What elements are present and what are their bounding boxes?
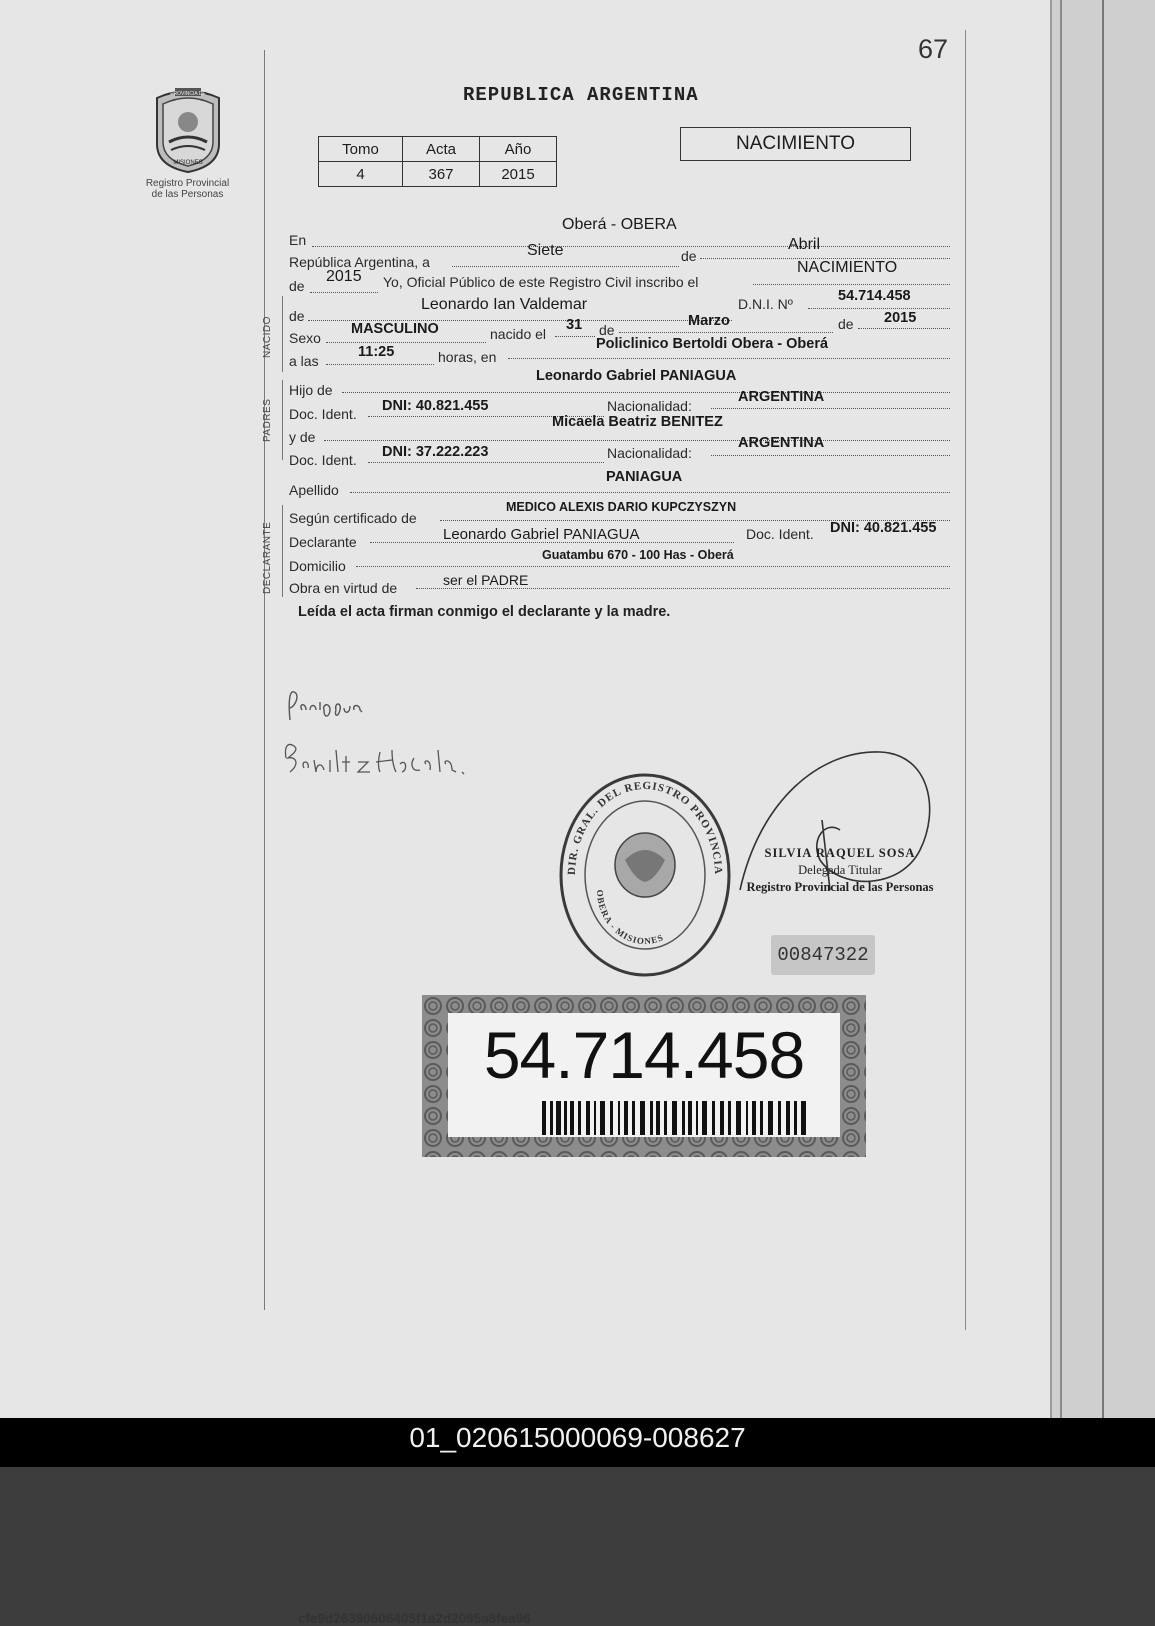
signature-strokes: [280, 680, 600, 790]
mother-doc: DNI: 37.222.223: [382, 444, 489, 460]
dotted-line: [508, 358, 950, 359]
dotted-line: [324, 440, 950, 441]
obra-value: ser el PADRE: [443, 572, 529, 588]
declarante-doc: DNI: 40.821.455: [830, 520, 937, 536]
stamp-number: 00847322: [771, 935, 875, 975]
official-seal: [555, 770, 735, 985]
file-identifier: 01_020615000069-008627: [0, 1418, 1155, 1467]
sheet-edge: [1060, 0, 1062, 1418]
acta-header-row: [319, 137, 557, 162]
y-de-label: y de: [289, 429, 316, 445]
acta-table: [318, 136, 557, 187]
birth-time: 11:25: [358, 344, 395, 360]
registry-seal-icon: [555, 770, 735, 980]
barcode-icon: [542, 1101, 806, 1135]
dotted-line: [416, 588, 950, 589]
mother-doc-label: Doc. Ident.: [289, 452, 357, 468]
nombre-label: de: [289, 308, 305, 324]
dni-sticker-panel: [448, 1013, 840, 1137]
acta-value-tomo: 4: [319, 162, 403, 187]
acta-header-acta: Acta: [403, 137, 480, 162]
inscribo-value: NACIMIENTO: [797, 259, 898, 276]
sheet-edge: [1102, 0, 1104, 1418]
dotted-line: [356, 566, 950, 567]
closing-statement: Leída el acta firman conmigo el declarante y la madre.: [298, 604, 671, 620]
dotted-line: [555, 336, 595, 337]
dotted-line: [619, 332, 833, 333]
nombre-value: Leonardo Ian Valdemar: [421, 296, 588, 313]
mother-nationality-label: Nacionalidad:: [607, 445, 692, 461]
horas-en-label: horas, en: [438, 349, 497, 365]
domicilio-value: Guatambu 670 - 100 Has - Oberá: [542, 548, 734, 562]
de-year2-label: de: [838, 316, 854, 332]
mother-nationality: ARGENTINA: [738, 435, 825, 451]
dni-sticker: [422, 995, 866, 1157]
day-value: Siete: [527, 242, 564, 259]
official-signature-block: [745, 845, 935, 896]
oficial-text: Yo, Oficial Público de este Registro Civil inscribo el: [383, 274, 699, 290]
sexo-label: Sexo: [289, 330, 321, 346]
birth-year: 2015: [884, 310, 917, 326]
emblem-top-text: PROVINCIA DE: [169, 91, 206, 97]
section-label-declarante: DECLARANTE: [262, 521, 273, 594]
dotted-line: [753, 284, 950, 285]
father-doc: DNI: 40.821.455: [382, 398, 489, 414]
declarante-value: Leonardo Gabriel PANIAGUA: [443, 526, 640, 543]
acta-header-ano: Año: [480, 137, 557, 162]
dotted-line: [711, 408, 950, 409]
record-type-box: NACIMIENTO: [680, 127, 911, 161]
dotted-line: [310, 292, 378, 293]
birth-place: Policlinico Bertoldi Obera - Oberá: [596, 336, 829, 352]
svg-text:OBERA - MISIONES: [595, 889, 665, 946]
section-divider: [282, 296, 283, 372]
en-value: Oberá - OBERA: [562, 216, 677, 233]
underlying-sheet: [1040, 0, 1155, 1418]
document-title: REPUBLICA ARGENTINA: [463, 84, 699, 106]
birth-day: 31: [566, 317, 583, 333]
dni-label: D.N.I. Nº: [738, 296, 793, 312]
acta-value-ano: 2015: [480, 162, 557, 187]
dotted-line: [350, 492, 950, 493]
dni-value: 54.714.458: [838, 288, 911, 304]
dotted-line: [312, 246, 950, 247]
acta-header-tomo: Tomo: [319, 137, 403, 162]
emblem-bottom-text: MISIONES: [172, 160, 203, 166]
seal-ring-text: DIR. GRAL. DEL REGISTRO PROVINCIA: [565, 779, 725, 876]
dotted-line: [326, 342, 486, 343]
declarante-doc-label: Doc. Ident.: [746, 526, 814, 542]
hijo-de-label: Hijo de: [289, 382, 333, 398]
dotted-line: [808, 308, 950, 309]
dotted-line: [368, 462, 604, 463]
seal-inner-text: OBERA - MISIONES: [594, 889, 666, 947]
provincial-emblem-icon: [149, 84, 227, 174]
dotted-line: [326, 364, 434, 365]
mother-name: Micaela Beatriz BENITEZ: [552, 414, 723, 430]
nacido-el-label: nacido el: [490, 326, 547, 342]
dotted-line: [711, 455, 950, 456]
dni-sticker-number: 54.714.458: [483, 1018, 805, 1092]
registry-logo: [140, 84, 235, 200]
apellido-label: Apellido: [289, 482, 339, 498]
birth-month: Marzo: [688, 313, 730, 329]
segun-label: Según certificado de: [289, 510, 417, 526]
dotted-line: [342, 392, 950, 393]
en-label: En: [289, 232, 307, 248]
handwritten-signatures: [280, 680, 600, 795]
father-doc-label: Doc. Ident.: [289, 406, 357, 422]
section-divider: [282, 380, 283, 460]
month-value: Abril: [788, 236, 821, 253]
dotted-line: [858, 328, 950, 329]
de-year-label: de: [289, 278, 305, 294]
father-nationality: ARGENTINA: [738, 389, 825, 405]
sexo-value: MASCULINO: [351, 321, 439, 337]
father-nationality-label: Nacionalidad:: [607, 398, 692, 414]
official-role: Delegada Titular: [798, 863, 882, 877]
a-las-label: a las: [289, 353, 319, 369]
section-label-nacido: NACIDO: [262, 316, 273, 358]
margin-rule: [264, 50, 265, 1310]
republica-label: República Argentina, a: [289, 254, 430, 270]
de-month-label: de: [599, 322, 615, 338]
father-name: Leonardo Gabriel PANIAGUA: [536, 368, 737, 384]
acta-value-acta: 367: [403, 162, 480, 187]
dotted-line: [452, 266, 679, 267]
document-hash: cfe9d26390606405f1a2d2095a8fea96: [298, 1611, 531, 1626]
official-name: SILVIA RAQUEL SOSA: [764, 846, 916, 860]
logo-caption: Registro Provincial de las Personas: [145, 178, 230, 200]
obra-label: Obra en virtud de: [289, 580, 398, 596]
apellido-value: PANIAGUA: [606, 469, 683, 485]
domicilio-label: Domicilio: [289, 558, 346, 574]
section-divider: [282, 505, 283, 597]
official-office: Registro Provincial de las Personas: [746, 880, 934, 894]
margin-rule: [965, 30, 966, 1330]
declarante-label: Declarante: [289, 534, 357, 550]
section-label-padres: PADRES: [262, 398, 273, 442]
de-label: de: [681, 248, 697, 264]
year-value: 2015: [326, 268, 362, 285]
page-number: 67: [918, 34, 949, 64]
acta-value-row: [319, 162, 557, 187]
segun-value: MEDICO ALEXIS DARIO KUPCZYSZYN: [506, 500, 737, 514]
